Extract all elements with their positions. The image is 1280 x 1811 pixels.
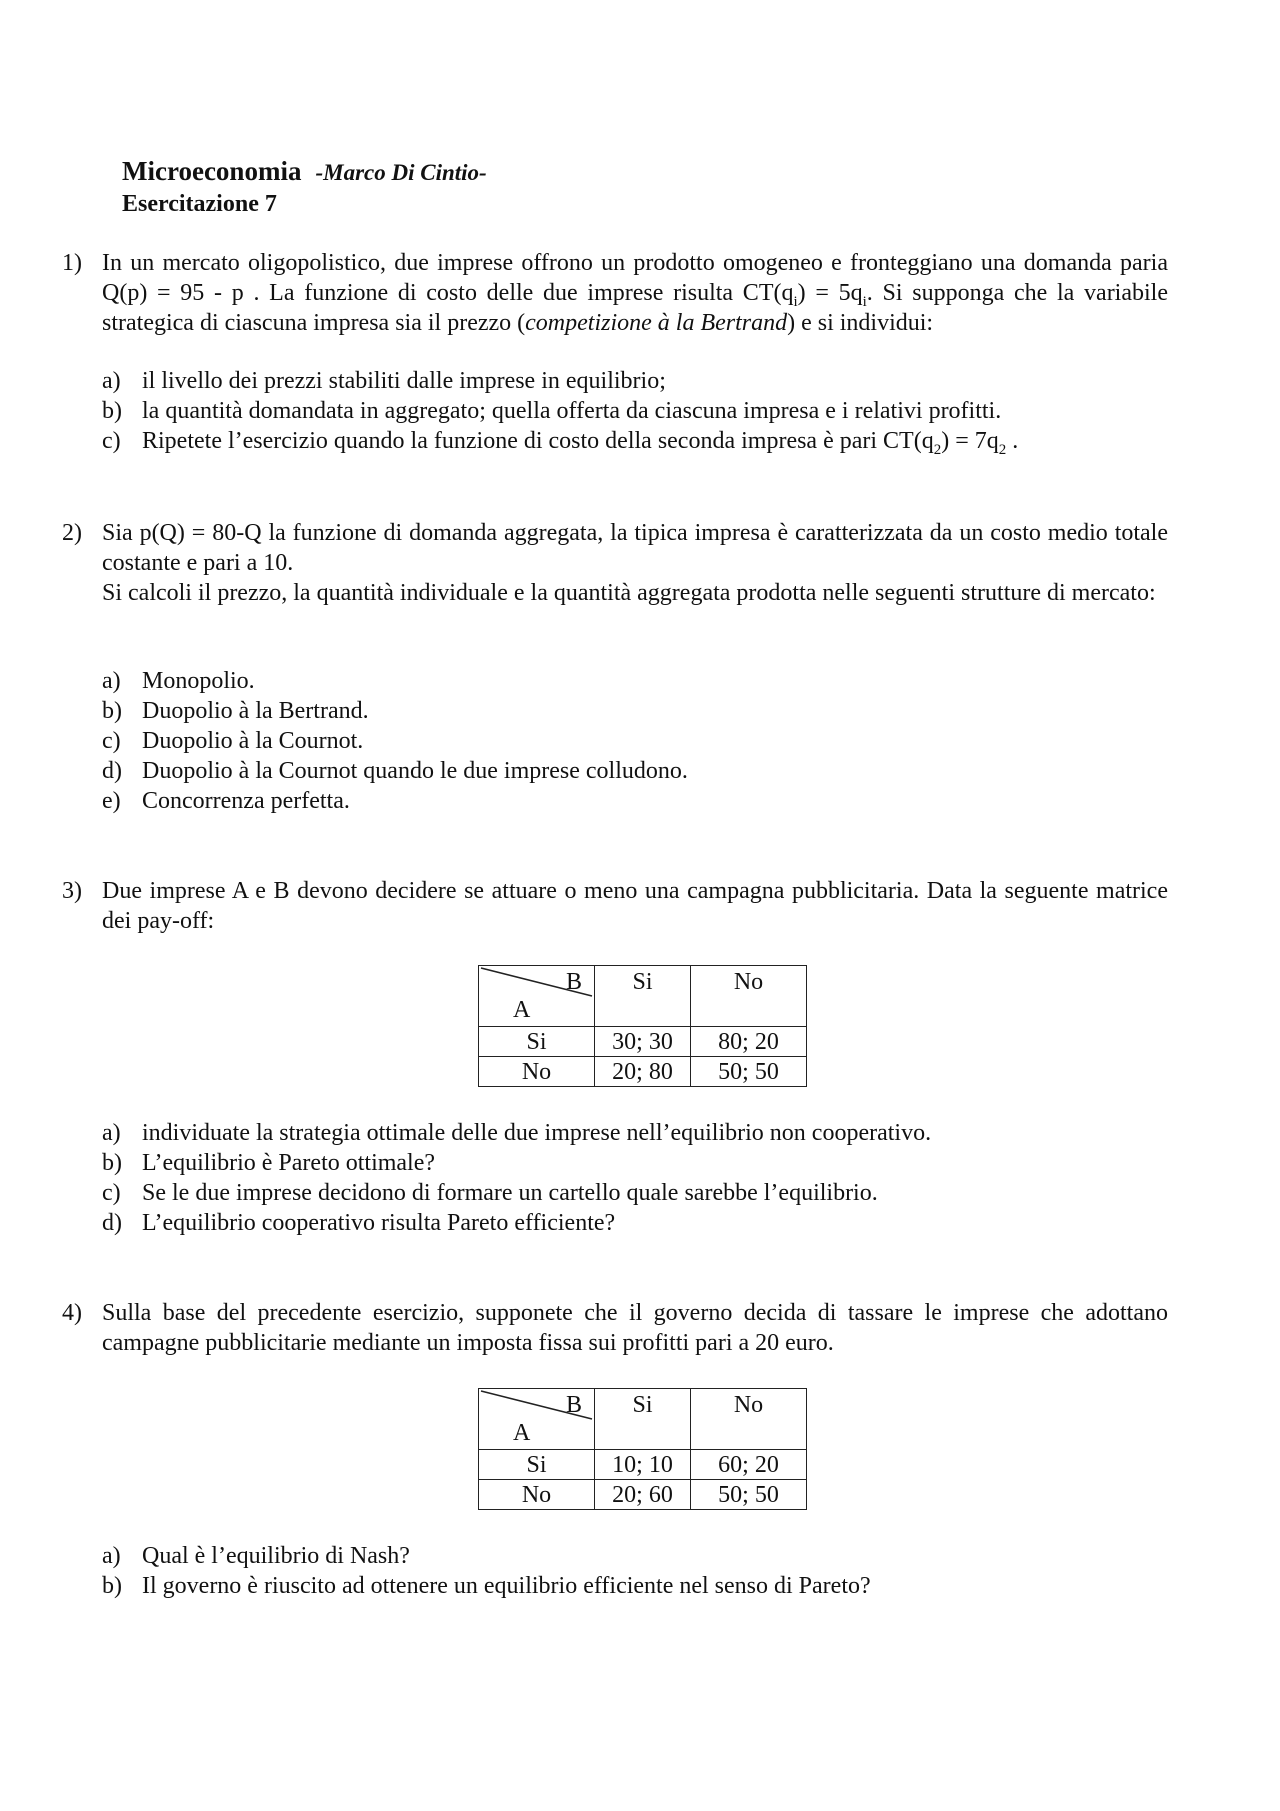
exercise-text: In un mercato oligopolistico, due imprese offrono un prodotto omogeneo e fronteggiano una domanda paria Q(p) = 95 - p . La funzione di costo delle due imprese risulta $CT(q_i) = 5q_i$. Si supponga che la variabile strategica di ciascuna impresa sia il prezzo (competizione à la Bertrand) e si individui: <box>102 250 1168 336</box>
column-header: No <box>691 1389 807 1450</box>
list-item: e) Concorrenza perfetta. <box>102 788 350 814</box>
list-item: a) Monopolio. <box>102 668 255 694</box>
matrix-corner-cell <box>479 966 595 1027</box>
row-header: Si <box>479 1450 595 1480</box>
list-item: a) individuate la strategia ottimale delle due imprese nell’equilibrio non cooperativo. <box>102 1120 932 1146</box>
question-list <box>102 366 1172 456</box>
document-author: -Marco Di Cintio- <box>315 160 487 185</box>
row-player-label: A <box>513 1420 531 1446</box>
table-row <box>479 1450 807 1480</box>
row-player-label: A <box>513 997 531 1023</box>
exercise-text: Due imprese A e B devono decidere se attuare o meno una campagna pubblicitaria. Data la seguente matrice dei pay-off: <box>102 878 1168 934</box>
payoff-cell: 20; 60 <box>595 1480 691 1510</box>
exercise-text: Sia p(Q) = 80-Q la funzione di domanda aggregata, la tipica impresa è caratterizzata da un costo medio totale costante e pari a 10. <box>102 520 1168 576</box>
list-item: d) Duopolio à la Cournot quando le due imprese colludono. <box>102 758 688 784</box>
exercise-text-continued: Si calcoli il prezzo, la quantità individuale e la quantità aggregata prodotta nelle seguenti strutture di mercato: <box>102 580 1156 606</box>
question-list <box>102 1541 1172 1601</box>
payoff-cell: 10; 10 <box>595 1450 691 1480</box>
column-header: Si <box>595 1389 691 1450</box>
document-header <box>122 156 487 188</box>
column-player-label: B <box>565 969 582 995</box>
list-item: a) il livello dei prezzi stabiliti dalle imprese in equilibrio; <box>102 368 666 394</box>
exercise-number: 2) <box>62 520 82 546</box>
payoff-cell: 30; 30 <box>595 1027 691 1057</box>
matrix-corner-cell <box>479 1389 595 1450</box>
payoff-matrix <box>478 965 807 1087</box>
list-item: b) L’equilibrio è Pareto ottimale? <box>102 1150 436 1176</box>
list-item: d) L’equilibrio cooperativo risulta Pareto efficiente? <box>102 1210 616 1236</box>
exercise-number: 1) <box>62 250 82 276</box>
payoff-cell: 50; 50 <box>691 1480 807 1510</box>
payoff-cell: 50; 50 <box>691 1057 807 1087</box>
row-header: No <box>479 1480 595 1510</box>
row-header: No <box>479 1057 595 1087</box>
column-header: Si <box>595 966 691 1027</box>
column-header: No <box>691 966 807 1027</box>
list-item: c) Se le due imprese decidono di formare un cartello quale sarebbe l’equilibrio. <box>102 1180 878 1206</box>
payoff-matrix <box>478 1388 807 1510</box>
table-row <box>479 1480 807 1510</box>
question-list <box>102 1118 1172 1238</box>
payoff-cell: 20; 80 <box>595 1057 691 1087</box>
document-title: Microeconomia <box>122 156 302 186</box>
payoff-cell: 80; 20 <box>691 1027 807 1057</box>
exercise-text: Sulla base del precedente esercizio, supponete che il governo decida di tassare le imprese che adottano campagne pubblicitarie mediante un imposta fissa sui profitti pari a 20 euro. <box>102 1300 1168 1356</box>
list-item: c) Duopolio à la Cournot. <box>102 728 364 754</box>
list-item: c) Ripetete l’esercizio quando la funzione di costo della seconda impresa è pari $CT(q_2) = 7q_2$ . <box>102 428 1019 458</box>
exercise-number: 3) <box>62 878 82 904</box>
list-item: b) Duopolio à la Bertrand. <box>102 698 369 724</box>
payoff-cell: 60; 20 <box>691 1450 807 1480</box>
document-subtitle: Esercitazione 7 <box>122 191 277 217</box>
exercise-number: 4) <box>62 1300 82 1326</box>
row-header: Si <box>479 1027 595 1057</box>
table-row <box>479 1057 807 1087</box>
column-player-label: B <box>565 1392 582 1418</box>
question-list <box>102 666 1172 816</box>
list-item: b) Il governo è riuscito ad ottenere un equilibrio efficiente nel senso di Pareto? <box>102 1573 871 1599</box>
list-item: b) la quantità domandata in aggregato; quella offerta da ciascuna impresa e i relativi profitti. <box>102 398 1002 424</box>
table-row <box>479 1027 807 1057</box>
list-item: a) Qual è l’equilibrio di Nash? <box>102 1543 410 1569</box>
